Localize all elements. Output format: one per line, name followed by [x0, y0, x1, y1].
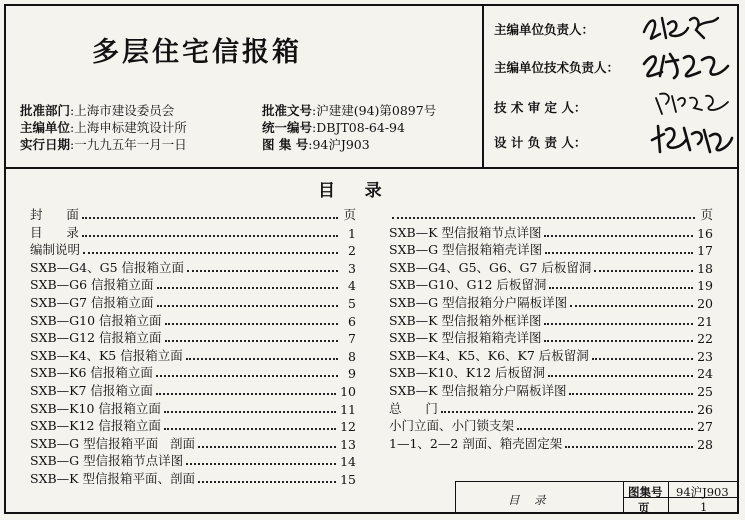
toc-entry [389, 382, 713, 399]
toc-entry [389, 400, 713, 417]
toc-entry-title: SXB—K10、K12 后板留洞 [389, 365, 546, 381]
toc-entry-page: 8 [348, 348, 356, 364]
toc-leader-dots [392, 217, 695, 219]
toc-leader-dots [157, 305, 338, 307]
chief-editor-label: 主编单位负责人： [494, 22, 595, 37]
toc-entry-title: SXB—G4、G5、G6、G7 后板留洞 [389, 259, 592, 275]
toc-entry-title: SXB—K 型信报箱箱壳详图 [389, 330, 542, 346]
toc-leader-dots [548, 375, 693, 377]
unified-code: 统一编号:DBJT08-64-94 [262, 120, 405, 135]
toc-entry-page: 3 [348, 260, 356, 276]
toc-leader-dots [198, 446, 336, 448]
toc-entry-page: 14 [340, 454, 356, 470]
toc-entry [30, 224, 356, 241]
toc-entry-title: 编制说明 [30, 242, 81, 258]
toc-entry-page: 21 [697, 313, 713, 329]
toc-leader-dots [186, 463, 336, 465]
toc-entry-page: 9 [348, 366, 356, 382]
toc-entry [30, 400, 356, 417]
toc-entry [30, 347, 356, 364]
toc-entry [30, 276, 356, 293]
toc-entry-page: 4 [348, 278, 356, 294]
toc-entry-title: SXB—G 型信报箱平面 剖面 [30, 435, 196, 451]
toc-entry [389, 206, 713, 223]
effective-date: 实行日期:一九九五年一月一日 [20, 137, 187, 152]
toc-entry [389, 241, 713, 258]
approval-dept: 批准部门:上海市建设委员会 [20, 103, 175, 118]
toc-entry-page: 页 [700, 207, 713, 222]
title-block-page-label: 页 [638, 501, 650, 515]
toc-entry-title: 封 面 [30, 207, 79, 222]
title-block-page-value: 1 [700, 500, 708, 514]
toc-entry-page: 页 [343, 207, 356, 222]
toc-entry-title: SXB—G 型信报箱分户隔板详图 [389, 295, 568, 310]
toc-leader-dots [517, 428, 693, 430]
toc-entry-page: 20 [697, 296, 713, 311]
toc-entry-page: 2 [348, 243, 356, 259]
page-title: 多层住宅信报箱 [92, 37, 302, 68]
chief-editor-signature [640, 10, 722, 44]
header-divider [482, 4, 484, 168]
title-block-divider-1 [623, 481, 624, 514]
technical-chief-label: 主编单位技术负责人： [494, 60, 620, 75]
header-bottom-line [4, 167, 739, 169]
toc-leader-dots [570, 305, 693, 307]
toc-entry-page: 16 [697, 225, 713, 241]
toc-entry-title: SXB—K6 信报箱立面 [30, 365, 153, 381]
toc-entry-title: SXB—G6 信报箱立面 [30, 277, 154, 293]
toc-leader-dots [82, 235, 338, 237]
toc-entry [30, 329, 356, 346]
toc-entry [30, 470, 356, 487]
toc-entry [389, 276, 713, 293]
toc-entry [30, 312, 356, 329]
toc-entry [30, 206, 356, 223]
toc-leader-dots [186, 358, 338, 360]
design-lead-label: 设 计 负 责 人： [494, 135, 587, 150]
toc-entry-title: SXB—K7 信报箱立面 [30, 383, 153, 398]
technical-reviewer-signature [652, 88, 734, 118]
toc-entry [389, 329, 713, 346]
toc-entry-page: 19 [697, 278, 713, 294]
toc-entry-title: SXB—G4、G5 信报箱立面 [30, 259, 184, 275]
toc-entry [30, 382, 356, 399]
toc-entry-page: 26 [697, 401, 713, 417]
toc-entry [389, 294, 713, 311]
toc-entry-page: 15 [340, 472, 356, 487]
toc-entry-page: 13 [340, 436, 356, 452]
toc-leader-dots [198, 481, 336, 483]
toc-entry-title: SXB—K 型信报箱平面、剖面 [30, 471, 195, 486]
toc-entry [30, 241, 356, 258]
toc-entry-page: 18 [697, 260, 713, 276]
toc-entry-title: SXB—K12 信报箱立面 [30, 418, 161, 434]
toc-entry-page: 25 [697, 384, 713, 399]
technical-chief-signature [640, 46, 732, 82]
toc-entry-page: 12 [340, 419, 356, 435]
toc-entry-page: 28 [697, 436, 713, 452]
toc-entry-page: 1 [348, 225, 356, 241]
toc-entry [30, 364, 356, 381]
toc-leader-dots [164, 428, 336, 430]
title-block-divider-2 [668, 481, 669, 514]
toc-entry [389, 435, 713, 452]
toc-entry-page: 11 [340, 401, 356, 417]
toc-entry-title: 目 录 [30, 224, 79, 240]
toc-leader-dots [82, 217, 338, 219]
toc-entry-page: 24 [697, 366, 713, 382]
toc-leader-dots [165, 340, 338, 342]
toc-entry [30, 417, 356, 434]
toc-entry-page: 5 [348, 296, 356, 311]
title-block-top-line [455, 481, 739, 482]
toc-entry-page: 6 [348, 313, 356, 329]
toc-leader-dots [156, 375, 338, 377]
approval-document-number: 批准文号:沪建建(94)第0897号 [262, 103, 437, 118]
toc-entry [389, 312, 713, 329]
toc-entry-title: SXB—G10、G12 后板留洞 [389, 277, 547, 293]
toc-leader-dots [83, 252, 338, 254]
toc-leader-dots [156, 393, 336, 395]
toc-entry-title: 总 门 [389, 400, 438, 416]
toc-leader-dots [441, 411, 693, 413]
toc-entry [389, 364, 713, 381]
toc-entry-title: 1—1、2—2 剖面、箱壳固定架 [389, 435, 563, 451]
toc-entry-page: 22 [697, 331, 713, 347]
toc-entry [30, 294, 356, 311]
toc-entry [389, 347, 713, 364]
toc-leader-dots [164, 411, 336, 413]
design-lead-signature [648, 120, 734, 158]
toc-entry-title: SXB—G12 信报箱立面 [30, 330, 162, 346]
atlas-number: 图 集 号:94沪J903 [262, 137, 370, 152]
toc-entry-title: SXB—K4、K5、K6、K7 后板留洞 [389, 347, 589, 363]
toc-leader-dots [544, 340, 693, 342]
toc-entry-title: SXB—G10 信报箱立面 [30, 312, 162, 328]
toc-entry [389, 259, 713, 276]
toc-entry-title: SXB—G 型信报箱节点详图 [30, 453, 184, 469]
toc-entry-page: 10 [340, 384, 356, 399]
toc-entry-title: SXB—K4、K5 信报箱立面 [30, 347, 183, 363]
toc-entry-title: SXB—K 型信报箱分户隔板详图 [389, 383, 567, 398]
toc-leader-dots [157, 287, 338, 289]
toc-entry-page: 7 [348, 331, 356, 347]
toc-leader-dots [187, 270, 338, 272]
toc-entry-title: SXB—G7 信报箱立面 [30, 295, 154, 310]
toc-entry [389, 417, 713, 434]
toc-leader-dots [592, 358, 693, 360]
toc-leader-dots [545, 252, 693, 254]
technical-reviewer-label: 技 术 审 定 人： [494, 100, 587, 115]
toc-leader-dots [544, 323, 693, 325]
toc-leader-dots [594, 270, 693, 272]
toc-entry-title: SXB—K 型信报箱外框详图 [389, 312, 542, 328]
toc-entry [30, 435, 356, 452]
toc-entry-title: SXB—K10 信报箱立面 [30, 400, 161, 416]
toc-leader-dots [544, 235, 693, 237]
toc-entry-page: 27 [697, 419, 713, 435]
title-block-left-edge [455, 481, 456, 514]
toc-entry-page: 23 [697, 348, 713, 364]
toc-entry-page: 17 [697, 243, 713, 259]
toc-entry-title: SXB—K 型信报箱节点详图 [389, 224, 542, 240]
toc-leader-dots [165, 323, 338, 325]
editor-org: 主编单位:上海申标建筑设计所 [20, 120, 187, 135]
toc-entry [30, 259, 356, 276]
toc-heading: 目 录 [318, 181, 382, 201]
toc-leader-dots [565, 446, 693, 448]
title-block-atlas-label: 图集号 [628, 485, 663, 499]
toc-entry [389, 224, 713, 241]
toc-entry [30, 452, 356, 469]
title-block-atlas-value: 94沪J903 [676, 485, 729, 499]
title-block-sheet-name: 目 录 [508, 493, 546, 507]
toc-entry-title: 小门立面、小门锁支架 [389, 418, 515, 434]
toc-entry-title: SXB—G 型信报箱箱壳详图 [389, 242, 543, 258]
toc-leader-dots [549, 287, 693, 289]
toc-leader-dots [569, 393, 693, 395]
